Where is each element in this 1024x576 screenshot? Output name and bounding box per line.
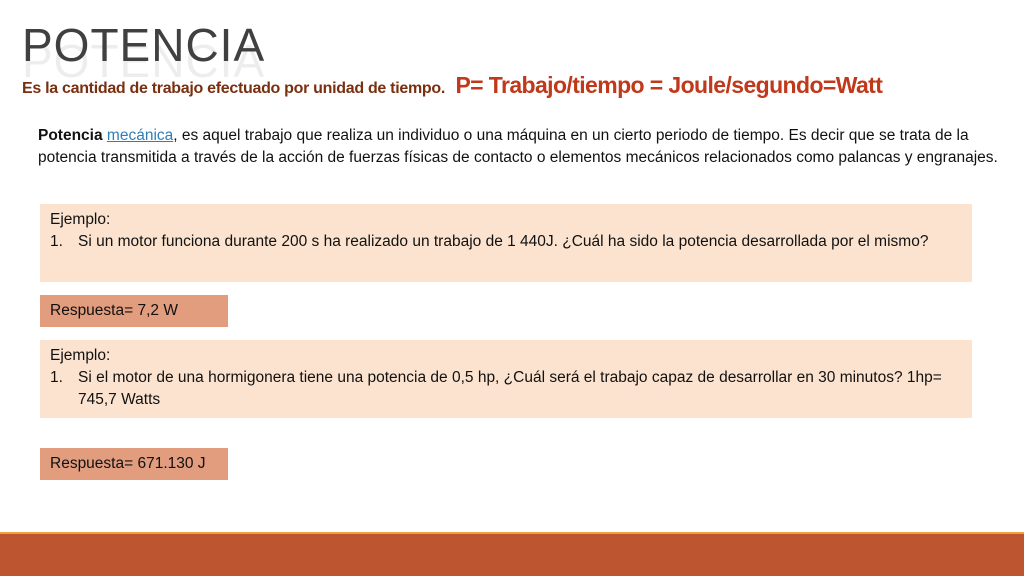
mecanica-link[interactable]: mecánica — [106, 127, 174, 144]
item-text: Si un motor funciona durante 200 s ha realizado un trabajo de 1 440J. ¿Cuál ha sido la potencia desarrollada por el mismo? — [78, 233, 929, 250]
example-box-1 — [40, 204, 972, 282]
item-text: Si el motor de una hormigonera tiene una potencia de 0,5 hp, ¿Cuál será el trabajo capaz de desarrollar en 30 minutos? 1hp= 745,7 Watts — [78, 369, 942, 408]
intro-lead: Potencia — [38, 127, 103, 144]
item-number: 1. — [50, 369, 63, 386]
example-item — [50, 231, 962, 253]
subtitle-row — [22, 72, 882, 99]
footer-bar — [0, 534, 1024, 576]
item-number: 1. — [50, 233, 63, 250]
answer-box-2: Respuesta= 671.130 J — [40, 448, 228, 480]
example-heading: Ejemplo: — [50, 211, 111, 228]
slide-title: POTENCIA — [22, 19, 266, 71]
example-box-2 — [40, 340, 972, 418]
answer-box-1: Respuesta= 7,2 W — [40, 295, 228, 327]
example-heading: Ejemplo: — [50, 347, 111, 364]
example-item — [50, 367, 962, 411]
subtitle: Es la cantidad de trabajo efectuado por unidad de tiempo. — [22, 80, 445, 97]
power-formula: P= Trabajo/tiempo = Joule/segundo=Watt — [455, 72, 883, 98]
intro-paragraph — [38, 125, 998, 169]
intro-text: , es aquel trabajo que realiza un individuo o una máquina en un cierto periodo de tiempo. Es decir que se trata de la potencia transmitida a través de la acción de fuerzas físicas de contacto o elementos mecánicos relacionados como palancas y engranajes. — [38, 127, 998, 166]
